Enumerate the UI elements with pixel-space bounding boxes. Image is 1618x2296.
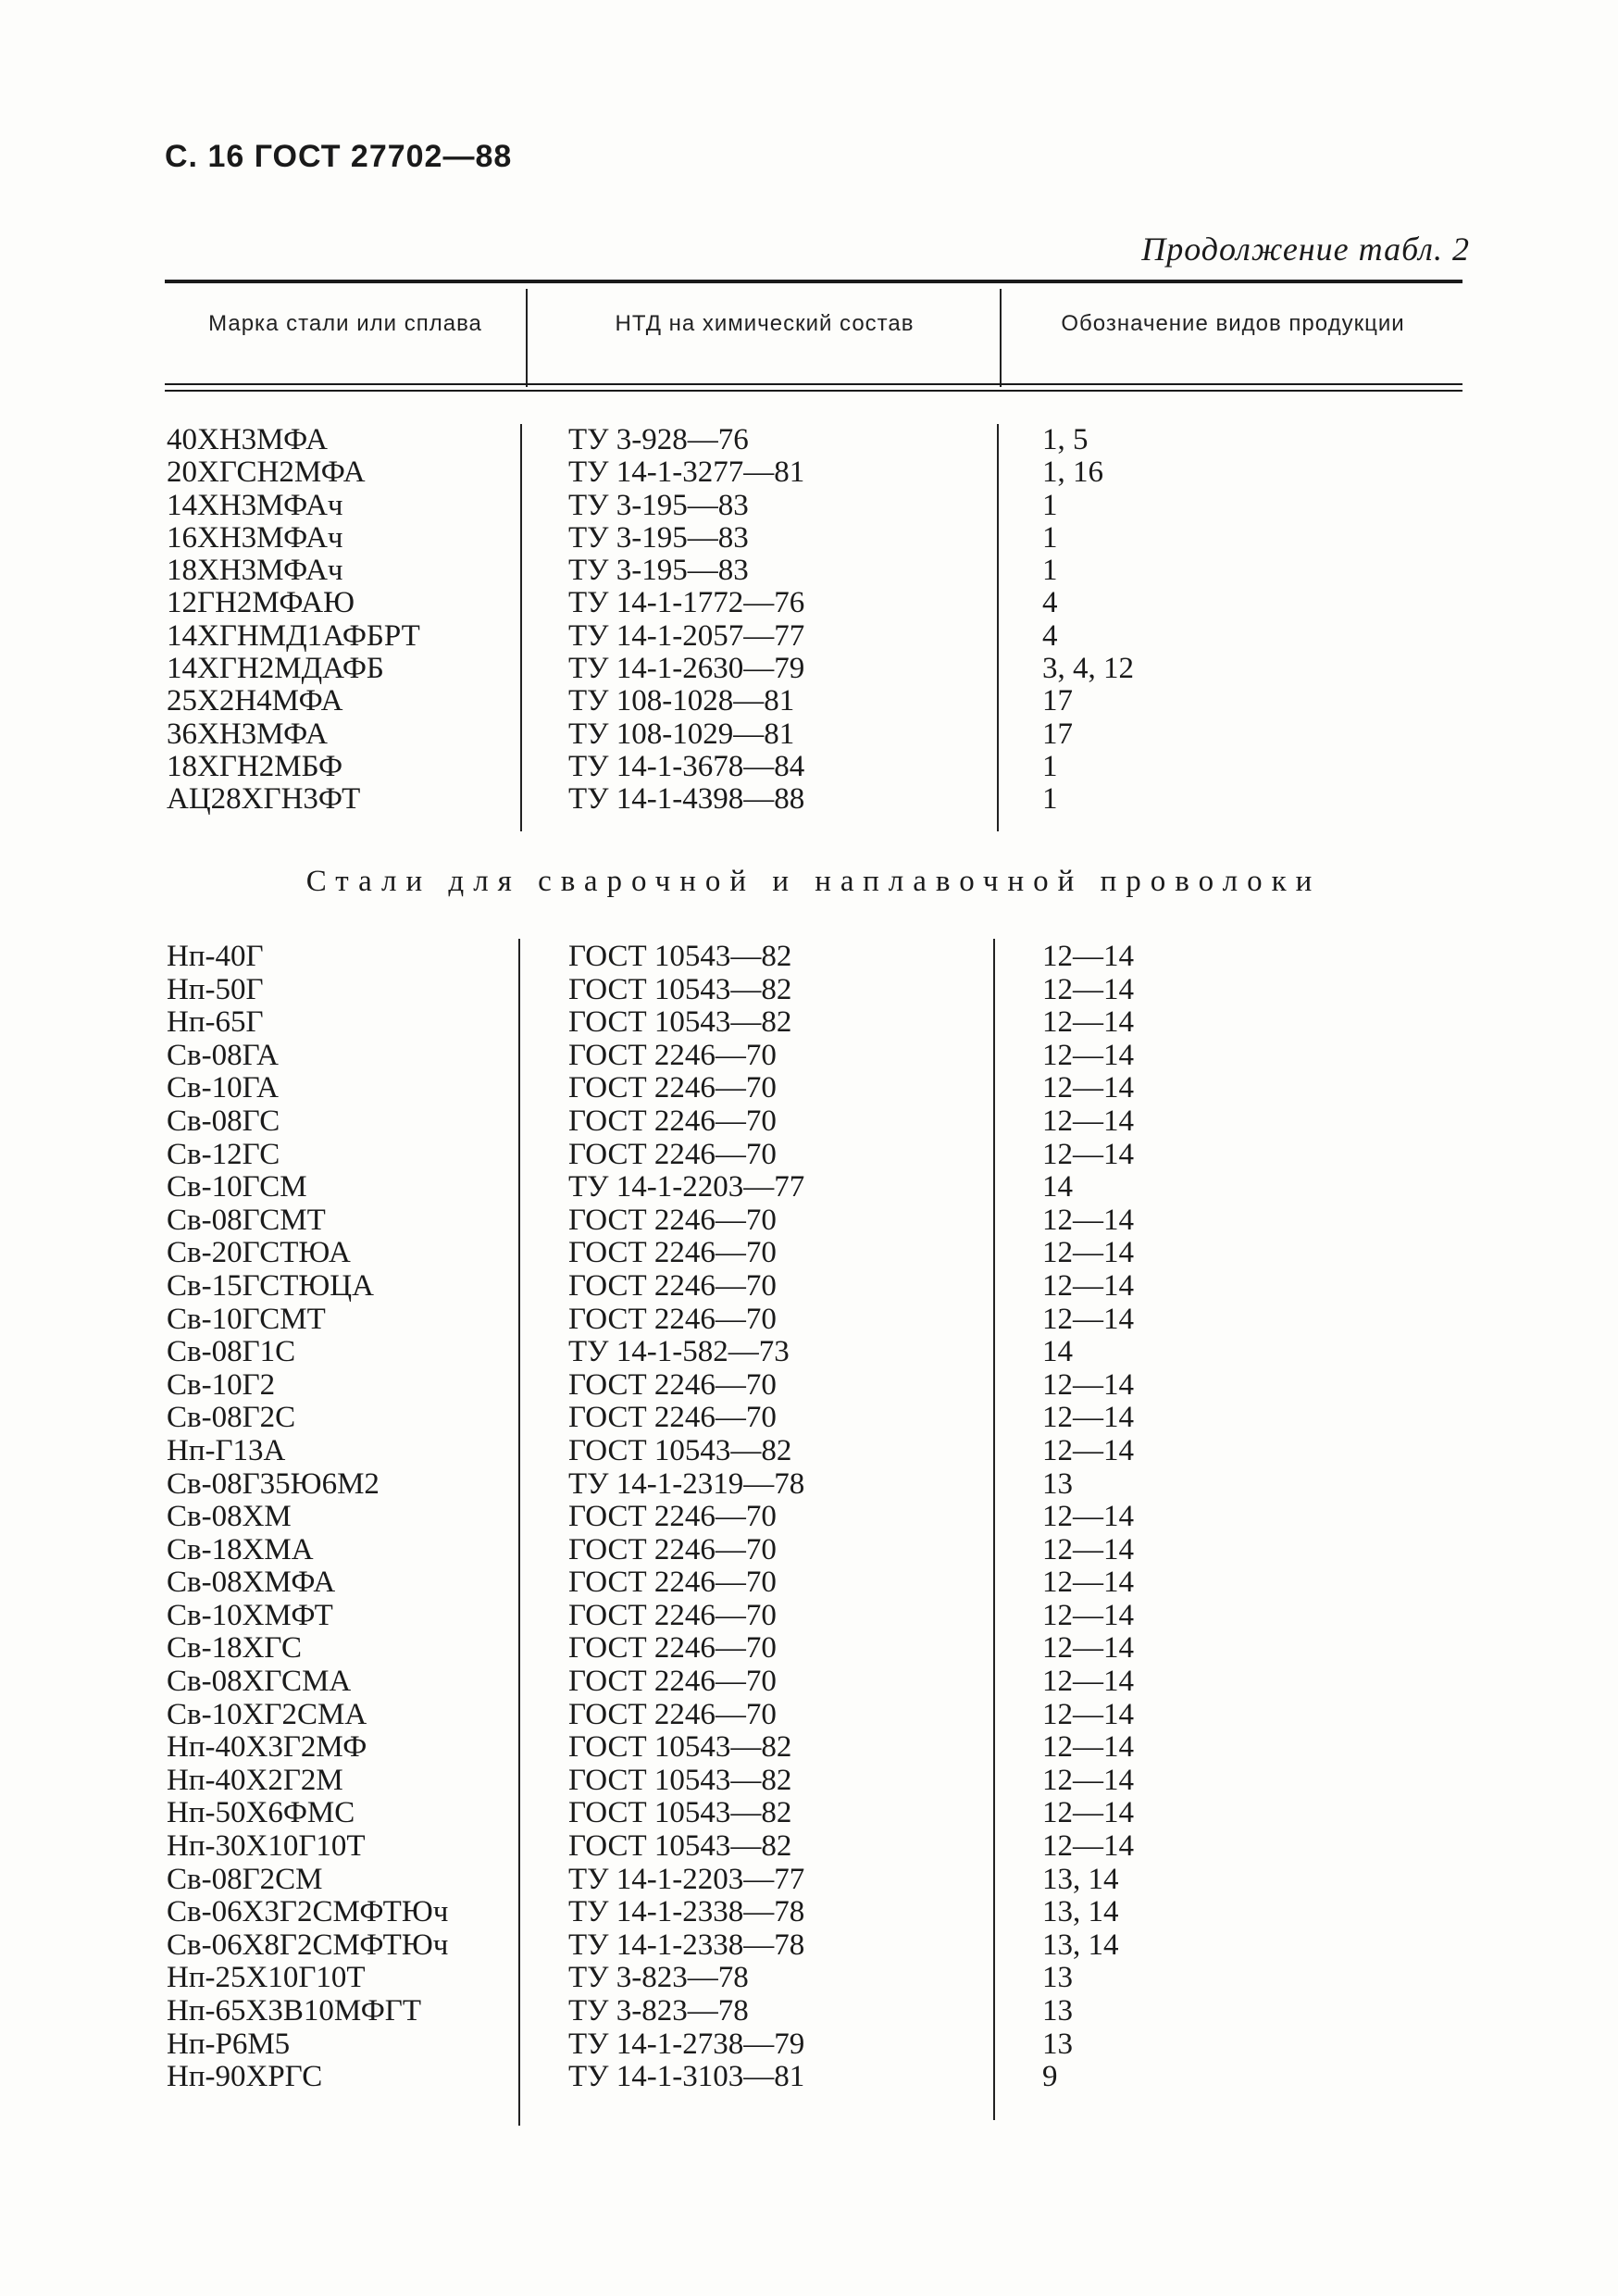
cell-product-types: 3, 4, 12 bbox=[1042, 652, 1134, 686]
cell-product-types: 12—14 bbox=[1042, 1236, 1134, 1270]
cell-grade: Св-18ХГС bbox=[167, 1631, 303, 1666]
table-row bbox=[0, 1171, 1618, 1204]
table-row bbox=[0, 653, 1618, 685]
cell-product-types: 12—14 bbox=[1042, 1796, 1134, 1830]
cell-standard: ГОСТ 10543—82 bbox=[568, 1829, 792, 1864]
table-top-rule bbox=[165, 280, 1462, 283]
cell-product-types: 12—14 bbox=[1042, 1697, 1134, 1731]
cell-standard: ГОСТ 2246—70 bbox=[568, 1302, 777, 1336]
cell-standard: ГОСТ 2246—70 bbox=[568, 1203, 777, 1237]
cell-grade: Св-08ГСМТ bbox=[167, 1203, 326, 1237]
cell-product-types: 13, 14 bbox=[1042, 1895, 1119, 1929]
cell-product-types: 4 bbox=[1042, 586, 1058, 620]
cell-standard: ГОСТ 2246—70 bbox=[568, 1665, 777, 1699]
cell-grade: Св-18ХМА bbox=[167, 1532, 314, 1566]
table-row bbox=[0, 1566, 1618, 1600]
cell-grade: Св-08ГС bbox=[167, 1104, 280, 1138]
cell-product-types: 1 bbox=[1042, 749, 1058, 783]
table-row bbox=[0, 1731, 1618, 1765]
table-row bbox=[0, 1369, 1618, 1403]
cell-standard: ГОСТ 2246—70 bbox=[568, 1268, 777, 1303]
cell-grade: Нп-40Х3Г2МФ bbox=[167, 1730, 367, 1765]
cell-product-types: 13 bbox=[1042, 2027, 1073, 2061]
cell-standard: ГОСТ 10543—82 bbox=[568, 972, 792, 1006]
cell-standard: ГОСТ 2246—70 bbox=[568, 1566, 777, 1600]
cell-grade: Св-08Г2СМ bbox=[167, 1862, 323, 1896]
table-row bbox=[0, 456, 1618, 489]
table-row bbox=[0, 1402, 1618, 1435]
cell-grade: Нп-Р6М5 bbox=[167, 2027, 291, 2061]
table-row bbox=[0, 1797, 1618, 1830]
table-row bbox=[0, 1040, 1618, 1073]
cell-product-types: 12—14 bbox=[1042, 1730, 1134, 1765]
cell-product-types: 12—14 bbox=[1042, 1500, 1134, 1534]
cell-standard: ГОСТ 10543—82 bbox=[568, 940, 792, 973]
cell-grade: 18ХГН2МБФ bbox=[167, 749, 343, 783]
cell-product-types: 12—14 bbox=[1042, 1071, 1134, 1105]
cell-product-types: 14 bbox=[1042, 1335, 1073, 1369]
cell-grade: АЦ28ХГН3ФТ bbox=[167, 782, 361, 817]
cell-grade: Нп-50Х6ФМС bbox=[167, 1796, 355, 1830]
cell-grade: Нп-40Х2Г2М bbox=[167, 1763, 343, 1797]
cell-product-types: 13 bbox=[1042, 1466, 1073, 1501]
cell-grade: Св-10ХМФТ bbox=[167, 1598, 333, 1632]
table-row bbox=[0, 1929, 1618, 1963]
cell-standard: ГОСТ 2246—70 bbox=[568, 1236, 777, 1270]
cell-grade: Нп-50Г bbox=[167, 972, 264, 1006]
cell-grade: Св-15ГСТЮЦА bbox=[167, 1268, 374, 1303]
table-row bbox=[0, 718, 1618, 751]
cell-product-types: 12—14 bbox=[1042, 1268, 1134, 1303]
cell-product-types: 13, 14 bbox=[1042, 1862, 1119, 1896]
cell-grade: 20ХГСН2МФА bbox=[167, 455, 366, 490]
table-row bbox=[0, 751, 1618, 783]
table-row bbox=[0, 1237, 1618, 1270]
cell-product-types: 1, 16 bbox=[1042, 455, 1103, 490]
cell-grade: Св-10ГСМТ bbox=[167, 1302, 326, 1336]
cell-grade: 14ХГНМД1АФБРТ bbox=[167, 618, 420, 653]
cell-grade: Св-20ГСТЮА bbox=[167, 1236, 351, 1270]
cell-product-types: 13 bbox=[1042, 1961, 1073, 1995]
cell-standard: ГОСТ 10543—82 bbox=[568, 1005, 792, 1040]
cell-product-types: 14 bbox=[1042, 1170, 1073, 1204]
cell-grade: Нп-25Х10Г10Т bbox=[167, 1961, 366, 1995]
cell-standard: ГОСТ 2246—70 bbox=[568, 1697, 777, 1731]
header-divider-1 bbox=[526, 289, 528, 387]
table-row bbox=[0, 1896, 1618, 1929]
cell-standard: ГОСТ 2246—70 bbox=[568, 1500, 777, 1534]
cell-product-types: 1 bbox=[1042, 554, 1058, 588]
cell-grade: 12ГН2МФАЮ bbox=[167, 586, 355, 620]
table-row bbox=[0, 1270, 1618, 1304]
cell-grade: Нп-90ХРГС bbox=[167, 2060, 323, 2094]
page-header: С. 16 ГОСТ 27702—88 bbox=[165, 139, 513, 174]
table-row bbox=[0, 1830, 1618, 1864]
table-row bbox=[0, 1105, 1618, 1139]
cell-grade: Св-08Г35Ю6М2 bbox=[167, 1466, 380, 1501]
header-bottom-rule-double bbox=[165, 390, 1462, 392]
cell-product-types: 12—14 bbox=[1042, 1532, 1134, 1566]
cell-grade: Нп-30Х10Г10Т bbox=[167, 1829, 366, 1864]
table-row bbox=[0, 1072, 1618, 1105]
table-row bbox=[0, 1962, 1618, 1995]
cell-product-types: 12—14 bbox=[1042, 1005, 1134, 1040]
cell-product-types: 12—14 bbox=[1042, 1203, 1134, 1237]
table-row bbox=[0, 1632, 1618, 1666]
cell-standard: ТУ 14-1-2338—78 bbox=[568, 1928, 805, 1962]
cell-standard: ТУ 14-1-3277—81 bbox=[568, 455, 805, 490]
cell-standard: ТУ 14-1-582—73 bbox=[568, 1335, 790, 1369]
header-bottom-rule bbox=[165, 383, 1462, 385]
cell-product-types: 1 bbox=[1042, 782, 1058, 817]
cell-standard: ТУ 3-195—83 bbox=[568, 520, 749, 555]
table-row bbox=[0, 2061, 1618, 2094]
table-body-welding-wire bbox=[0, 941, 1618, 2094]
cell-product-types: 12—14 bbox=[1042, 1137, 1134, 1171]
section-title-welding-wire: Стали для сварочной и наплавочной проволоки bbox=[305, 865, 1322, 898]
cell-standard: ТУ 14-1-2630—79 bbox=[568, 652, 805, 686]
table-row bbox=[0, 620, 1618, 653]
cell-grade: Св-08Г1С bbox=[167, 1335, 296, 1369]
cell-standard: ГОСТ 10543—82 bbox=[568, 1433, 792, 1467]
cell-product-types: 12—14 bbox=[1042, 1401, 1134, 1435]
cell-grade: 14ХН3МФАч bbox=[167, 488, 343, 522]
cell-standard: ГОСТ 2246—70 bbox=[568, 1532, 777, 1566]
cell-product-types: 12—14 bbox=[1042, 1763, 1134, 1797]
cell-product-types: 12—14 bbox=[1042, 1598, 1134, 1632]
cell-standard: ГОСТ 2246—70 bbox=[568, 1071, 777, 1105]
cell-grade: 16ХН3МФАч bbox=[167, 520, 343, 555]
table-row bbox=[0, 522, 1618, 555]
cell-product-types: 13 bbox=[1042, 1994, 1073, 2028]
cell-grade: Св-08ХМФА bbox=[167, 1566, 336, 1600]
cell-product-types: 12—14 bbox=[1042, 1631, 1134, 1666]
cell-grade: 36ХН3МФА bbox=[167, 717, 328, 751]
cell-product-types: 12—14 bbox=[1042, 1367, 1134, 1402]
cell-product-types: 1 bbox=[1042, 520, 1058, 555]
cell-standard: ТУ 14-1-2338—78 bbox=[568, 1895, 805, 1929]
cell-product-types: 13, 14 bbox=[1042, 1928, 1119, 1962]
cell-standard: ТУ 3-928—76 bbox=[568, 423, 749, 456]
cell-grade: 14ХГН2МДАФБ bbox=[167, 652, 384, 686]
cell-standard: ГОСТ 2246—70 bbox=[568, 1598, 777, 1632]
table-row bbox=[0, 1600, 1618, 1633]
column-header-product-types: Обозначение видов продукции bbox=[1061, 311, 1405, 336]
cell-product-types: 1, 5 bbox=[1042, 423, 1089, 456]
cell-product-types: 12—14 bbox=[1042, 1038, 1134, 1072]
cell-grade: Св-10Г2 bbox=[167, 1367, 276, 1402]
table-row bbox=[0, 1006, 1618, 1040]
cell-standard: ГОСТ 2246—70 bbox=[568, 1137, 777, 1171]
cell-product-types: 1 bbox=[1042, 488, 1058, 522]
cell-standard: ТУ 14-1-3678—84 bbox=[568, 749, 805, 783]
cell-standard: ГОСТ 10543—82 bbox=[568, 1796, 792, 1830]
cell-grade: Нп-Г13А bbox=[167, 1433, 286, 1467]
table-row bbox=[0, 974, 1618, 1007]
table-row bbox=[0, 1304, 1618, 1337]
cell-product-types: 12—14 bbox=[1042, 940, 1134, 973]
cell-standard: ГОСТ 2246—70 bbox=[568, 1631, 777, 1666]
table-row bbox=[0, 1435, 1618, 1468]
cell-standard: ТУ 14-1-2203—77 bbox=[568, 1862, 805, 1896]
cell-standard: ГОСТ 10543—82 bbox=[568, 1763, 792, 1797]
table-row bbox=[0, 424, 1618, 456]
cell-standard: ГОСТ 2246—70 bbox=[568, 1367, 777, 1402]
table-row bbox=[0, 1765, 1618, 1798]
cell-standard: ТУ 3-195—83 bbox=[568, 554, 749, 588]
cell-standard: ТУ 14-1-4398—88 bbox=[568, 782, 805, 817]
cell-product-types: 4 bbox=[1042, 618, 1058, 653]
cell-standard: ТУ 108-1028—81 bbox=[568, 684, 795, 718]
cell-grade: Нп-65Х3В10МФГТ bbox=[167, 1994, 422, 2028]
cell-grade: 40ХН3МФА bbox=[167, 423, 328, 456]
cell-product-types: 9 bbox=[1042, 2060, 1058, 2094]
cell-grade: 25Х2Н4МФА bbox=[167, 684, 343, 718]
cell-standard: ТУ 14-1-2057—77 bbox=[568, 618, 805, 653]
table-continuation-label: Продолжение табл. 2 bbox=[1141, 231, 1470, 268]
cell-standard: ТУ 14-1-2319—78 bbox=[568, 1466, 805, 1501]
table-row bbox=[0, 1468, 1618, 1502]
cell-product-types: 12—14 bbox=[1042, 1829, 1134, 1864]
cell-standard: ГОСТ 2246—70 bbox=[568, 1401, 777, 1435]
cell-grade: 18ХН3МФАч bbox=[167, 554, 343, 588]
cell-standard: ТУ 14-1-2738—79 bbox=[568, 2027, 805, 2061]
cell-product-types: 12—14 bbox=[1042, 1665, 1134, 1699]
cell-product-types: 12—14 bbox=[1042, 1566, 1134, 1600]
cell-product-types: 12—14 bbox=[1042, 972, 1134, 1006]
cell-grade: Св-12ГС bbox=[167, 1137, 280, 1171]
cell-standard: ГОСТ 2246—70 bbox=[568, 1038, 777, 1072]
table-row bbox=[0, 1995, 1618, 2028]
cell-product-types: 12—14 bbox=[1042, 1104, 1134, 1138]
table-row bbox=[0, 2028, 1618, 2062]
table-row bbox=[0, 1139, 1618, 1172]
cell-standard: ТУ 14-1-2203—77 bbox=[568, 1170, 805, 1204]
header-divider-2 bbox=[1000, 289, 1002, 387]
table-row bbox=[0, 1534, 1618, 1567]
cell-grade: Св-08Г2С bbox=[167, 1401, 296, 1435]
table-row bbox=[0, 941, 1618, 974]
cell-standard: ГОСТ 10543—82 bbox=[568, 1730, 792, 1765]
cell-standard: ТУ 108-1029—81 bbox=[568, 717, 795, 751]
cell-grade: Св-10ГА bbox=[167, 1071, 279, 1105]
cell-grade: Св-10ХГ2СМА bbox=[167, 1697, 367, 1731]
table-row bbox=[0, 555, 1618, 587]
cell-product-types: 17 bbox=[1042, 717, 1073, 751]
table-row bbox=[0, 783, 1618, 816]
table-row bbox=[0, 1666, 1618, 1699]
table-row bbox=[0, 1501, 1618, 1534]
cell-product-types: 12—14 bbox=[1042, 1433, 1134, 1467]
cell-grade: Св-08ХМ bbox=[167, 1500, 292, 1534]
cell-grade: Св-08ХГСМА bbox=[167, 1665, 352, 1699]
cell-standard: ТУ 3-195—83 bbox=[568, 488, 749, 522]
cell-standard: ТУ 3-823—78 bbox=[568, 1994, 749, 2028]
cell-standard: ГОСТ 2246—70 bbox=[568, 1104, 777, 1138]
table-row bbox=[0, 1864, 1618, 1897]
cell-grade: Св-10ГСМ bbox=[167, 1170, 307, 1204]
table-row bbox=[0, 587, 1618, 619]
table-row bbox=[0, 1699, 1618, 1732]
table-row bbox=[0, 685, 1618, 718]
table-row bbox=[0, 490, 1618, 522]
cell-grade: Св-06Х3Г2СМФТЮч bbox=[167, 1895, 449, 1929]
cell-standard: ТУ 14-1-1772—76 bbox=[568, 586, 805, 620]
column-header-grade: Марка стали или сплава bbox=[208, 311, 482, 336]
cell-grade: Нп-65Г bbox=[167, 1005, 264, 1040]
cell-standard: ТУ 3-823—78 bbox=[568, 1961, 749, 1995]
cell-product-types: 12—14 bbox=[1042, 1302, 1134, 1336]
column-header-standard: НТД на химический состав bbox=[615, 311, 915, 336]
cell-grade: Св-08ГА bbox=[167, 1038, 279, 1072]
cell-product-types: 17 bbox=[1042, 684, 1073, 718]
cell-standard: ТУ 14-1-3103—81 bbox=[568, 2060, 805, 2094]
table-body-alloys bbox=[0, 424, 1618, 817]
table-row bbox=[0, 1336, 1618, 1369]
table-row bbox=[0, 1204, 1618, 1238]
cell-grade: Нп-40Г bbox=[167, 940, 264, 973]
cell-grade: Св-06Х8Г2СМФТЮч bbox=[167, 1928, 449, 1962]
